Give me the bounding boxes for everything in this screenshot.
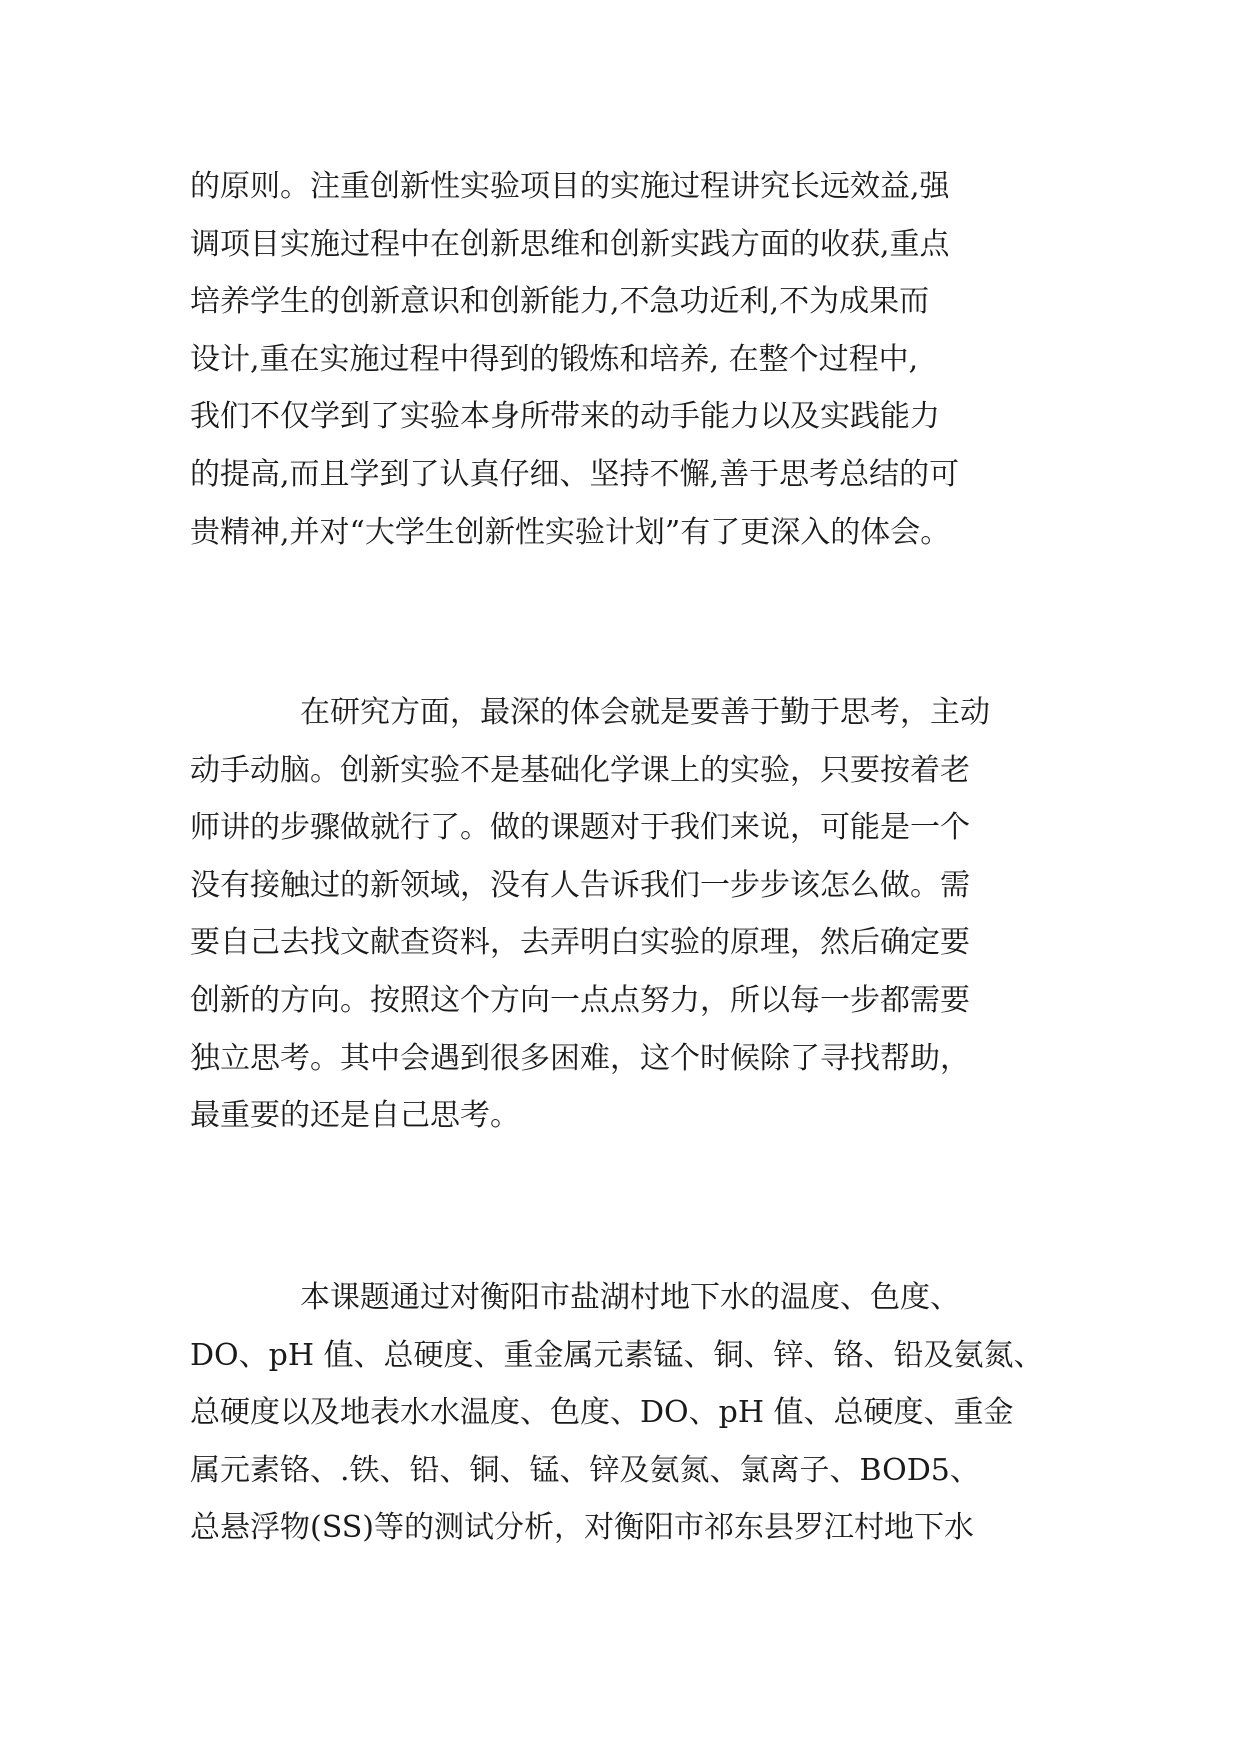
text-line: 培养学生的创新意识和创新能力,不急功近利,不为成果而: [190, 284, 930, 320]
text-line: 动手动脑。创新实验不是基础化学课上的实验，只要按着老: [190, 752, 970, 788]
text-line: 在研究方面，最深的体会就是要善于勤于思考，主动: [300, 695, 990, 730]
text-line: 本课题通过对衡阳市盐湖村地下水的温度、色度、: [300, 1280, 960, 1315]
text-line: 最重要的还是自己思考。: [190, 1098, 520, 1134]
text-line: 设计,重在实施过程中得到的锻炼和培养, 在整个过程中,: [190, 341, 919, 377]
paragraph-principles: [190, 158, 1070, 561]
text-line: 总硬度以及地表水水温度、色度、DO、pH 值、总硬度、重金: [190, 1395, 1014, 1431]
text-line: DO、pH 值、总硬度、重金属元素锰、铜、锌、铬、铅及氨氮、: [190, 1337, 1044, 1373]
text-line: 我们不仅学到了实验本身所带来的动手能力以及实践能力: [190, 399, 940, 435]
text-line: 的原则。注重创新性实验项目的实施过程讲究长远效益,强: [190, 169, 950, 204]
text-line: 独立思考。其中会遇到很多困难，这个时候除了寻找帮助，: [190, 1040, 970, 1076]
text-line: 总悬浮物(SS)等的测试分析，对衡阳市祁东县罗江村地下水: [190, 1510, 974, 1546]
paragraph-research: [190, 684, 1070, 1145]
text-line: 师讲的步骤做就行了。做的课题对于我们来说，可能是一个: [190, 810, 970, 846]
text-line: 创新的方向。按照这个方向一点点努力，所以每一步都需要: [190, 982, 970, 1018]
text-line: 贵精神,并对“大学生创新性实验计划”有了更深入的体会。: [190, 514, 951, 550]
text-line: 的提高,而且学到了认真仔细、坚持不懈,善于思考总结的可: [190, 456, 960, 492]
text-line: 没有接触过的新领域，没有人告诉我们一步步该怎么做。需: [190, 867, 970, 903]
paragraph-topic: [190, 1269, 1070, 1557]
text-line: 要自己去找文献查资料，去弄明白实验的原理，然后确定要: [190, 925, 970, 961]
text-line: 属元素铬、.铁、铅、铜、锰、锌及氨氮、氯离子、BOD5、: [190, 1452, 980, 1488]
text-line: 调项目实施过程中在创新思维和创新实践方面的收获,重点: [190, 226, 950, 262]
